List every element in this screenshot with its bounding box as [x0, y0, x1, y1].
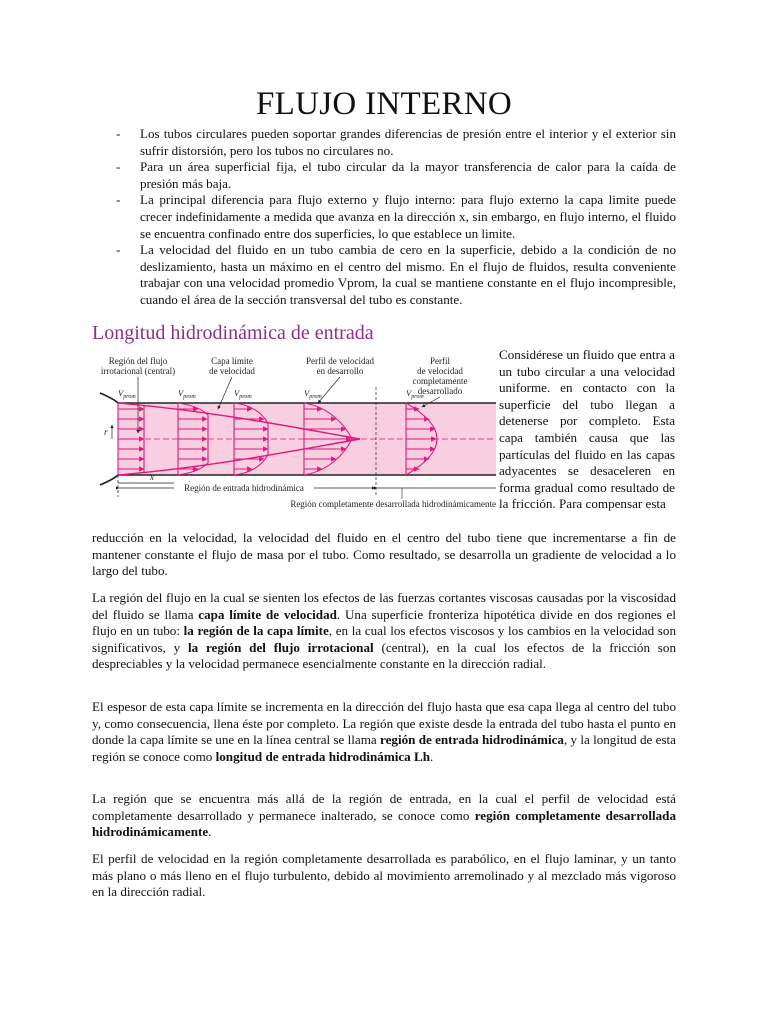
term-velocity-boundary-layer: capa límite de velocidad — [198, 606, 337, 622]
x-axis-label: x — [150, 472, 154, 482]
label-developing-2: en desarrollo — [316, 366, 364, 376]
label-developed-3: completamente — [412, 376, 468, 386]
continuation-paragraph: reducción en la velocidad, la velocidad del fluido en el centro del tubo tiene que incrementarse a fin de mantener constante el flujo de masa por el tubo. Como resultado, se desarrolla un gradiente de velocidad a lo largo del tubo. — [92, 530, 676, 579]
intro-bullet-list — [92, 126, 676, 309]
paragraph-velocity-profile: El perfil de velocidad en la región completamente desarrollada es parabólico, en el flujo laminar, y un tanto más plano o más lleno en el flujo turbulento, debido al movimiento arremolinado y al mezclado más vigoroso en la dirección radial. — [92, 851, 676, 900]
svg-text:Vprom: $V_{prom}$ — [304, 388, 322, 400]
pipe-flow-diagram — [92, 347, 496, 517]
svg-text:Vprom: $V_{prom}$ — [118, 388, 136, 400]
label-developing-1: Perfil de velocidad — [306, 356, 374, 366]
term-irrotational-region: la región del flujo irrotacional — [187, 639, 374, 655]
bullet-item: - La principal diferencia para flujo externo y flujo interno: para flujo externo la capa limite puede crecer indefinidamente a medida que avanza en la dirección x, sin embargo, en flujo interno, el fluido se encuentra confinado entre dos superficies, lo que establece un limite. — [116, 192, 676, 241]
label-developed-2: de velocidad — [417, 366, 463, 376]
label-developed-1: Perfil — [430, 356, 450, 366]
figure-labels — [101, 356, 468, 396]
section-heading: Longitud hidrodinámica de entrada — [92, 322, 374, 344]
paragraph-boundary-layer: La región del flujo en la cual se sienten los efectos de las fuerzas cortantes viscosas causadas por la viscosidad del fluido se llama capa límite de velocidad. Una superficie fronteriza hipotética divide en dos regiones el flujo en un tubo: la región de la capa límite, en la cual los efectos viscosos y los cambios en la velocidad son significativos, y la región del flujo irrotacional (central), en la cual los efectos de la fricción son despreciables y la velocidad permanece esencialmente constante en la dirección radial. — [92, 590, 677, 672]
term-entrance-length: longitud de entrada hidrodinámica Lh — [215, 748, 431, 764]
svg-text:Vprom: $V_{prom}$ — [406, 388, 424, 400]
svg-text:Vprom: $V_{prom}$ — [178, 388, 196, 400]
r-axis-label: r — [104, 427, 108, 437]
figure-side-text: Considérese un fluido que entra a un tubo circular a una velocidad uniforme. en contacto con la superficie del tubo llegan a detenerse por completo. Esta capa también causa que las partículas del fluido en las capas adyacentes se desaceleren en forma gradual como resultado de la fricción. Para compensar esta — [499, 347, 675, 512]
label-irrotational-1: Región del flujo — [108, 356, 168, 366]
paragraph-developed-region: La región que se encuentra más allá de la región de entrada, en la cual el perfil de velocidad está completamente desarrollado y permanece inalterado, se conoce como región completamente desarrollada hidrodinámicamente. — [92, 791, 676, 840]
paragraph-entrance-length: El espesor de esta capa límite se incrementa en la dirección del flujo hasta que esa capa llega al centro del tubo y, como consecuencia, llena éste por completo. La región que existe desde la entrada del tubo hasta el punto en donde la capa límite se une en la línea central se llama región de entrada hidrodinámica, y la longitud de esta región se conoce como longitud de entrada hidrodinámica Lh. — [92, 699, 676, 764]
page-title: FLUJO INTERNO — [256, 86, 512, 122]
term-entrance-region: región de entrada hidrodinámica — [380, 732, 564, 748]
label-boundary-2: de velocidad — [209, 366, 255, 376]
entry-region-label: Región de entrada hidrodinámica — [184, 483, 304, 493]
label-developed-4: desarrollado — [417, 386, 463, 396]
svg-text:Vprom: $V_{prom}$ — [234, 388, 252, 400]
term-developed-region: región completamente desarrollada hidrodinámicamente — [92, 807, 676, 840]
entrance-region-figure — [92, 347, 496, 517]
bullet-item: - La velocidad del fluido en un tubo cambia de cero en la superficie, debido a la condición de no deslizamiento, hasta un máximo en el centro del mismo. En el flujo de fluidos, resulta conveniente trabajar con una velocidad promedio Vprom, la cual se mantiene constante en el flujo incompresible, cuando el área de la sección transversal del tubo es constante. — [116, 242, 676, 307]
vprom-labels — [118, 388, 424, 400]
bullet-item: - Los tubos circulares pueden soportar grandes diferencias de presión entre el interior y el exterior sin sufrir distorsión, pero los tubos no circulares no. — [116, 126, 676, 158]
term-boundary-layer-region: la región de la capa límite — [183, 623, 329, 639]
developed-region-label: Región completamente desarrollada hidrodinámicamente — [290, 499, 496, 509]
bullet-item: - Para un área superficial fija, el tubo circular da la mayor transferencia de calor para la caída de presión más baja. — [116, 159, 676, 191]
label-boundary-1: Capa límite — [211, 356, 253, 366]
label-irrotational-2: irrotacional (central) — [100, 366, 176, 376]
